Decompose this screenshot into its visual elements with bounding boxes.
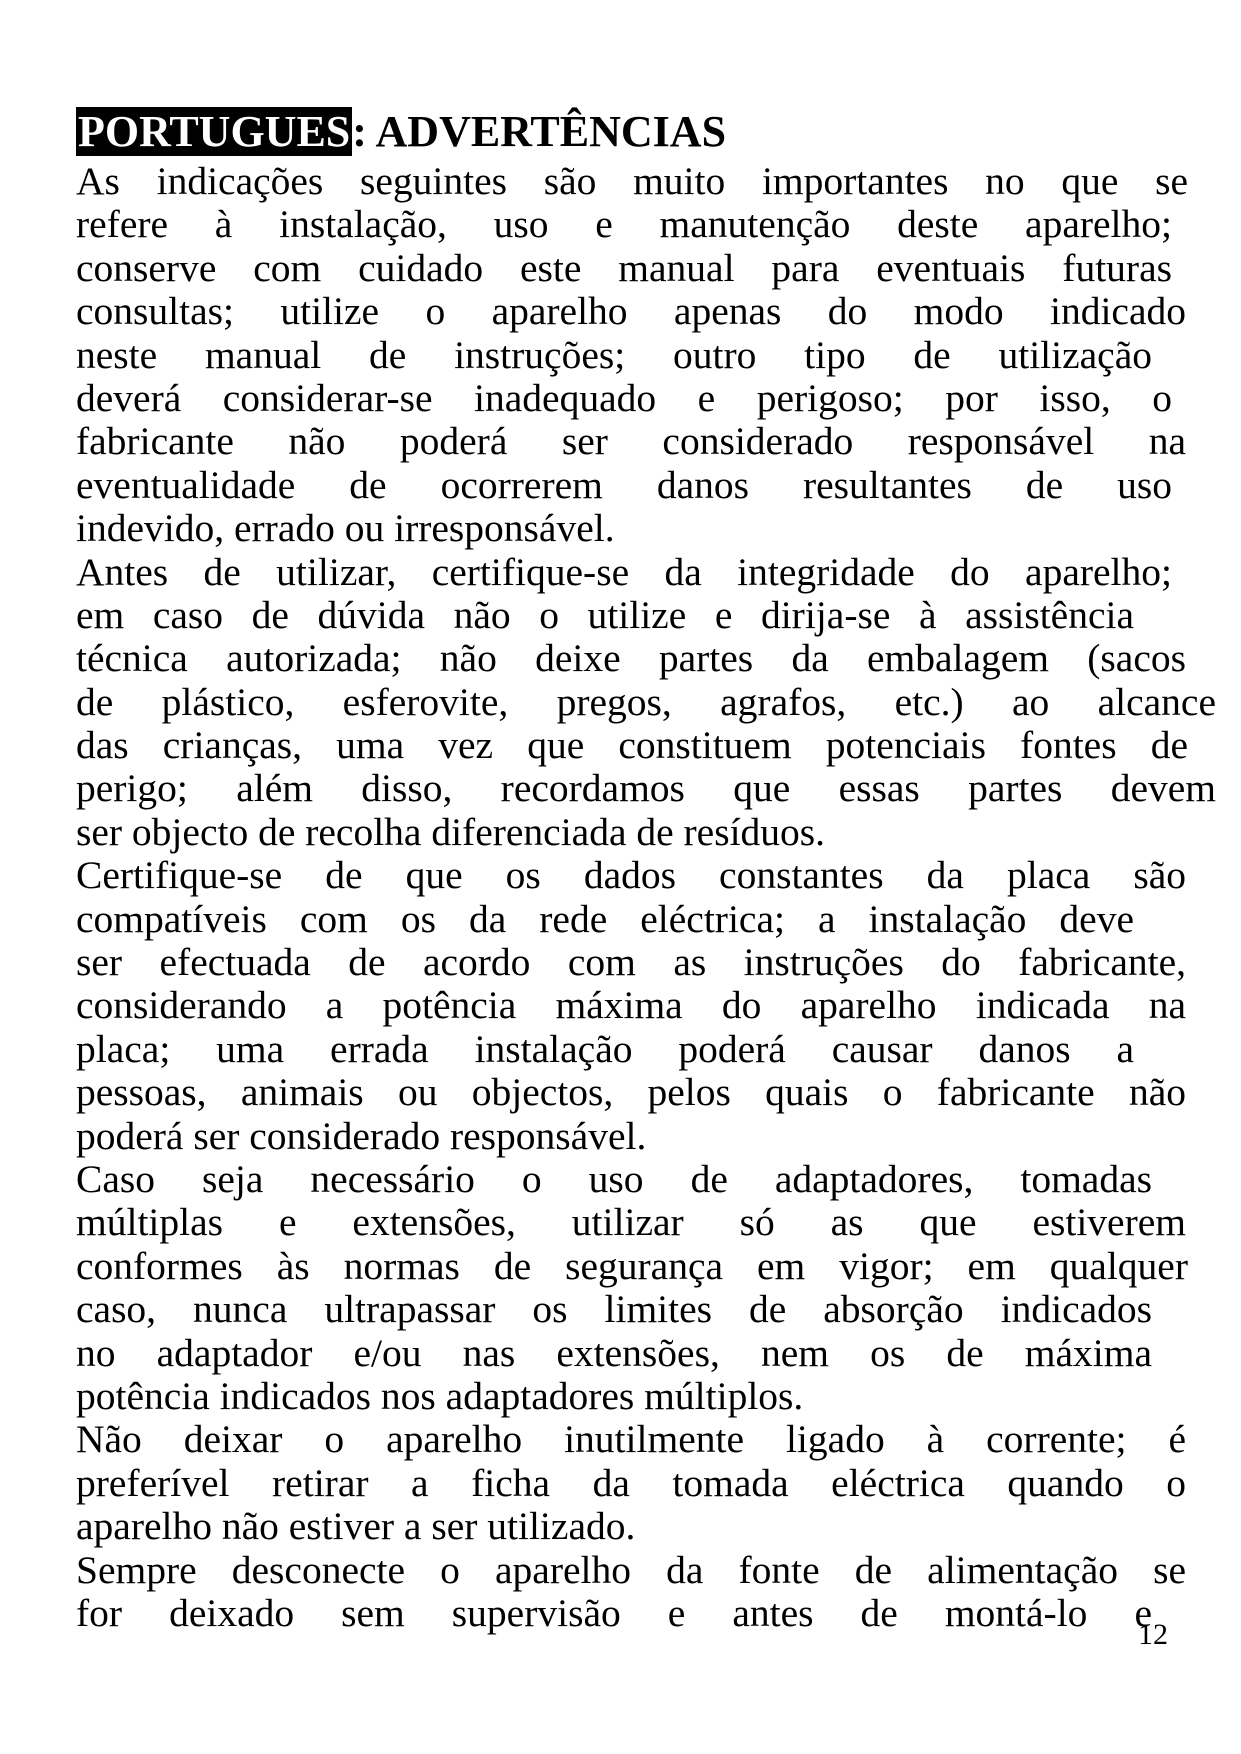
text-line: Sempre desconecte o aparelho da fonte de alimentação se [76, 1547, 1186, 1592]
text-line: de plástico, esferovite, pregos, agrafos, etc.) ao alcance [76, 679, 1216, 724]
warnings-text [76, 159, 1216, 1635]
text-line: eventualidade de ocorrerem danos resultantes de uso [76, 462, 1172, 507]
text-line: ser objecto de recolha diferenciada de resíduos. [76, 809, 826, 854]
text-line: As indicações seguintes são muito importantes no que se [76, 159, 1188, 203]
text-line: neste manual de instruções; outro tipo de utilização [76, 332, 1152, 377]
text-line: múltiplas e extensões, utilizar só as que estiverem [76, 1200, 1186, 1245]
text-line: for deixado sem supervisão e antes de montá-lo e [76, 1590, 1152, 1635]
page-number: 12 [1138, 1618, 1168, 1651]
text-line: perigo; além disso, recordamos que essas partes devem [76, 766, 1216, 811]
text-line: consultas; utilize o aparelho apenas do modo indicado [76, 289, 1186, 334]
text-line: Antes de utilizar, certifique-se da integridade do aparelho; [76, 549, 1172, 594]
section-heading [76, 108, 726, 156]
text-line: caso, nunca ultrapassar os limites de absorção indicados [76, 1287, 1152, 1332]
text-line: das crianças, uma vez que constituem potenciais fontes de [76, 723, 1188, 768]
heading-separator: : [352, 107, 367, 156]
text-line: fabricante não poderá ser considerado responsável na [76, 419, 1186, 464]
text-line: compatíveis com os da rede eléctrica; a instalação deve [76, 896, 1134, 941]
text-line: ser efectuada de acordo com as instruções do fabricante, [76, 940, 1186, 985]
text-line: preferível retirar a ficha da tomada eléctrica quando o [76, 1460, 1186, 1505]
text-line: considerando a potência máxima do aparelho indicada na [76, 983, 1186, 1028]
text-line: poderá ser considerado responsável. [76, 1113, 647, 1158]
text-line: refere à instalação, uso e manutenção deste aparelho; [76, 202, 1172, 247]
text-line: indevido, errado ou irresponsável. [76, 506, 615, 551]
heading-title: ADVERTÊNCIAS [375, 107, 727, 156]
text-line: placa; uma errada instalação poderá causar danos a [76, 1026, 1134, 1071]
text-line: deverá considerar-se inadequado e perigoso; por isso, o [76, 375, 1172, 420]
text-line: aparelho não estiver a ser utilizado. [76, 1504, 636, 1549]
text-line: potência indicados nos adaptadores múltiplos. [76, 1373, 804, 1418]
language-label: PORTUGUES [78, 107, 351, 156]
text-line: técnica autorizada; não deixe partes da embalagem (sacos [76, 636, 1186, 681]
text-line: pessoas, animais ou objectos, pelos quais o fabricante não [76, 1070, 1186, 1115]
text-line: no adaptador e/ou nas extensões, nem os de máxima [76, 1330, 1152, 1375]
text-line: conserve com cuidado este manual para eventuais futuras [76, 245, 1172, 290]
text-line: conformes às normas de segurança em vigor; em qualquer [76, 1243, 1188, 1288]
text-line: Caso seja necessário o uso de adaptadores, tomadas [76, 1156, 1152, 1201]
text-line: em caso de dúvida não o utilize e dirija-se à assistência [76, 592, 1134, 637]
text-line: Certifique-se de que os dados constantes da placa são [76, 853, 1186, 898]
text-line: Não deixar o aparelho inutilmente ligado à corrente; é [76, 1417, 1186, 1462]
